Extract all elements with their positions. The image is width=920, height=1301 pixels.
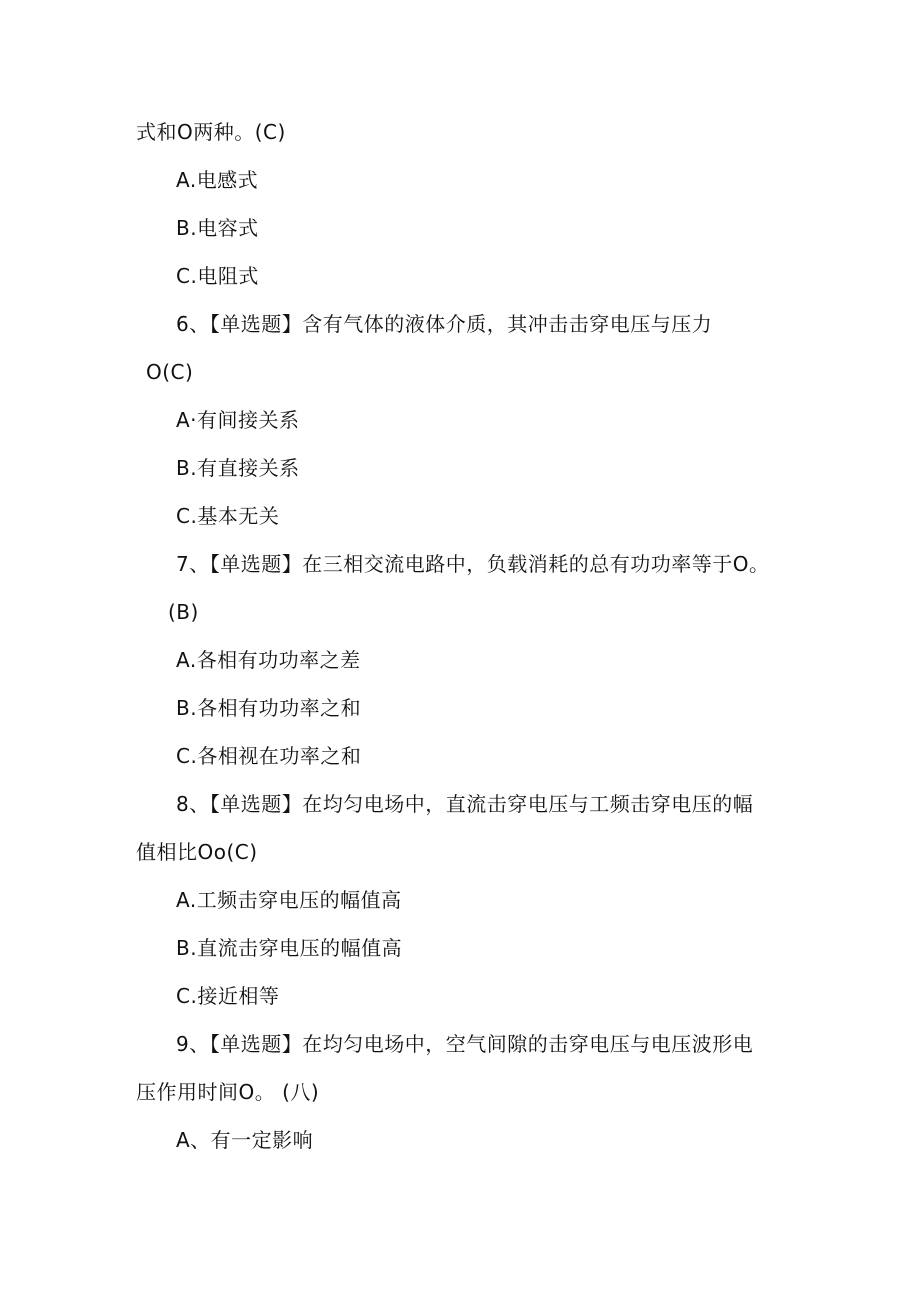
question-7-text: 7、【单选题】在三相交流电路中，负载消耗的总有功功率等于O。 — [176, 552, 770, 576]
option-c: C.接近相等 — [176, 984, 280, 1008]
option-c: C.基本无关 — [176, 504, 280, 528]
question-8-continuation: 值相比Oo(C) — [136, 840, 258, 864]
option-b: B.有直接关系 — [176, 456, 300, 480]
option-b: B.各相有功功率之和 — [176, 696, 362, 720]
question-8-text: 8、【单选题】在均匀电场中，直流击穿电压与工频击穿电压的幅 — [176, 792, 754, 816]
question-5-continuation: 式和O两种。(C) — [136, 120, 286, 144]
question-6-continuation: O(C) — [146, 360, 194, 384]
option-c: C.各相视在功率之和 — [176, 744, 362, 768]
option-a: A、有一定影响 — [176, 1128, 314, 1152]
option-b: B.电容式 — [176, 216, 259, 240]
question-9-text: 9、【单选题】在均匀电场中，空气间隙的击穿电压与电压波形电 — [176, 1032, 754, 1056]
option-c: C.电阻式 — [176, 264, 259, 288]
option-a: A.工频击穿电压的幅值高 — [176, 888, 402, 912]
option-a: A.电感式 — [176, 168, 259, 192]
question-9-continuation: 压作用时间O。 (八) — [136, 1080, 320, 1104]
question-6-text: 6、【单选题】含有气体的液体介质，其冲击击穿电压与压力 — [176, 312, 713, 336]
option-b: B.直流击穿电压的幅值高 — [176, 936, 403, 960]
question-7-continuation: (B) — [168, 600, 199, 624]
option-a: A·有间接关系 — [176, 408, 300, 432]
option-a: A.各相有功功率之差 — [176, 648, 361, 672]
